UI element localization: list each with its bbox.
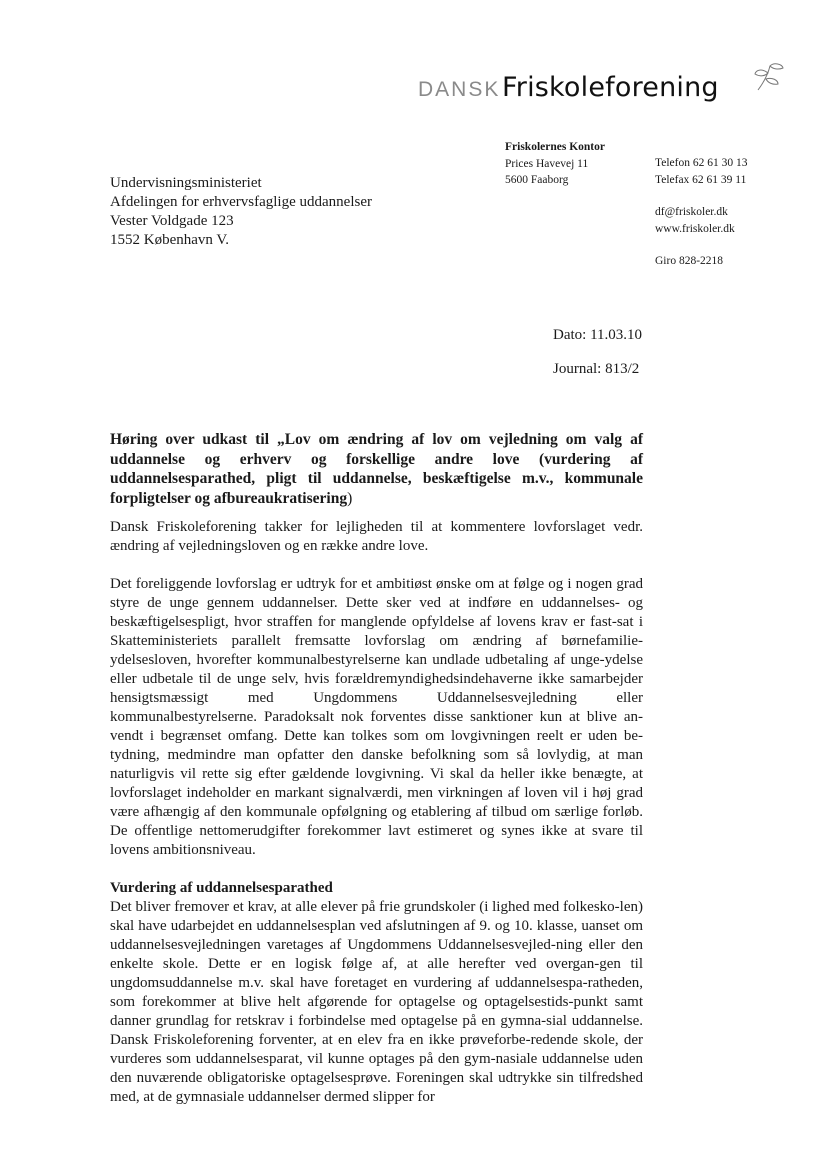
recipient-line: Vester Voldgade 123 [110,213,234,229]
paragraph: Dansk Friskoleforening takker for lejligheden til at kommentere lovforslaget vedr. ændring af vejledningsloven og en række andre love. [110,519,643,554]
contact-info [655,155,747,270]
logo-name: Friskoleforening [502,72,719,103]
letter-meta [553,327,642,395]
recipient-address [110,174,372,250]
office-city: 5600 Faaborg [505,174,569,186]
spacer [655,237,747,253]
office-street: Prices Havevej 11 [505,157,589,170]
letter-body [110,518,643,1126]
recipient-line: Undervisningsministeriet [110,175,262,191]
spacer [655,188,747,204]
paragraph: Det foreliggende lovforslag er udtryk for et ambitiøst ønske om at følge og i nogen grad styre de unge gennem uddannelser. Dette sker ved at indføre en uddannelses- og beskæftigelsespligt, hvor straffen for manglende opfyldelse af lovens krav er fast-sat i Skatteministeriets parallelt fremsatte lovforslag om ændring af børnefamilie-ydelsesloven, hvorefter kommunalbestyrelserne kan undlade udbetaling af unge-ydelse eller udbetale til de unge selv, hvis forældremyndighedsindehaverne ikke samarbejder hensigtsmæssigt med Ungdommens Uddannelsesvejledning eller kommunalbestyrelserne. Paradoksalt nok forventes disse sanktioner kun at blive an-vendt i begrænset omfang. Dette kan tolkes som om lovgivningen reelt er uden be-tydning, medmindre man opfatter den danske befolkning som så lovlydig, at man naturligvis vil rette sig efter gældende lovgivning. Vi skal da heller ikke benægte, at lovforslaget indeholder en markant signalværdi, men virkningen af loven vil i høj grad være afhængig af den kommunale opfølgning og etablering af tilbud om særlige forløb. De offentlige nettomerudgifter forekommer lavt estimeret og synes ikke at svare til lovens ambitionsniveau. [110,576,643,858]
leaf-icon [752,60,786,94]
section-heading: Vurdering af uddannelsesparathed [110,880,333,896]
letter-journal: Journal: 813/2 [553,361,640,377]
contact-web: www.friskoler.dk [655,222,735,235]
paragraph: Det bliver fremover et krav, at alle elever på frie grundskoler (i lighed med folkesko-len) skal have udarbejdet en uddannelsesplan ved afslutningen af 9. og 10. klasse, uanset om uddannelsesvejledningen varetages af Ungdommens Uddannelsesvejled-ning eller den enkelte skole. Dette er en logisk følge af, at alle herefter ved overgan-gen til ungdomsuddannelse m.v. skal have foretaget en vurdering af uddannelsespa-ratheden, som forekommer at blive helt afgørende for optagelse og optagelsestids-punkt samt danner grundlag for retskrav i forbindelse med optagelse på en gymna-sial uddannelse. Dansk Friskoleforening forventer, at en elev fra en ikke prøveforbe-redende skole, der vurderes som uddannelsesparat, vil kunne optages på den gym-nasiale uddannelse uden den nuværende obligatoriske optagelsesprøve. Foreningen skal udtrykke sin tilfredshed med, at de gymnasiale uddannelser dermed slipper for [110,899,643,1105]
recipient-line: 1552 København V. [110,232,230,248]
sender-office [505,139,605,189]
letter-date: Dato: 11.03.10 [553,327,643,343]
logo [418,66,778,116]
contact-fax: Telefax 62 61 39 11 [655,173,747,186]
contact-email: df@friskoler.dk [655,206,728,218]
contact-giro: Giro 828-2218 [655,255,724,267]
recipient-line: Afdelingen for erhvervsfaglige uddannelser [110,194,372,210]
contact-phone: Telefon 62 61 30 13 [655,157,748,169]
subject-heading [110,430,643,508]
subject-bold: Høring over udkast til „Lov om ændring af lov om vejledning om valg af uddannelse og erhverv og forskellige andre love (vurdering af uddannelsesparathed, pligt til uddannelse, beskæftigelse m.v., kommunale forpligtelser og afbureaukratisering [110,431,643,507]
office-name: Friskolernes Kontor [505,141,605,153]
subject-tail: ) [347,489,353,507]
logo-dansk: DANSK [418,78,501,101]
